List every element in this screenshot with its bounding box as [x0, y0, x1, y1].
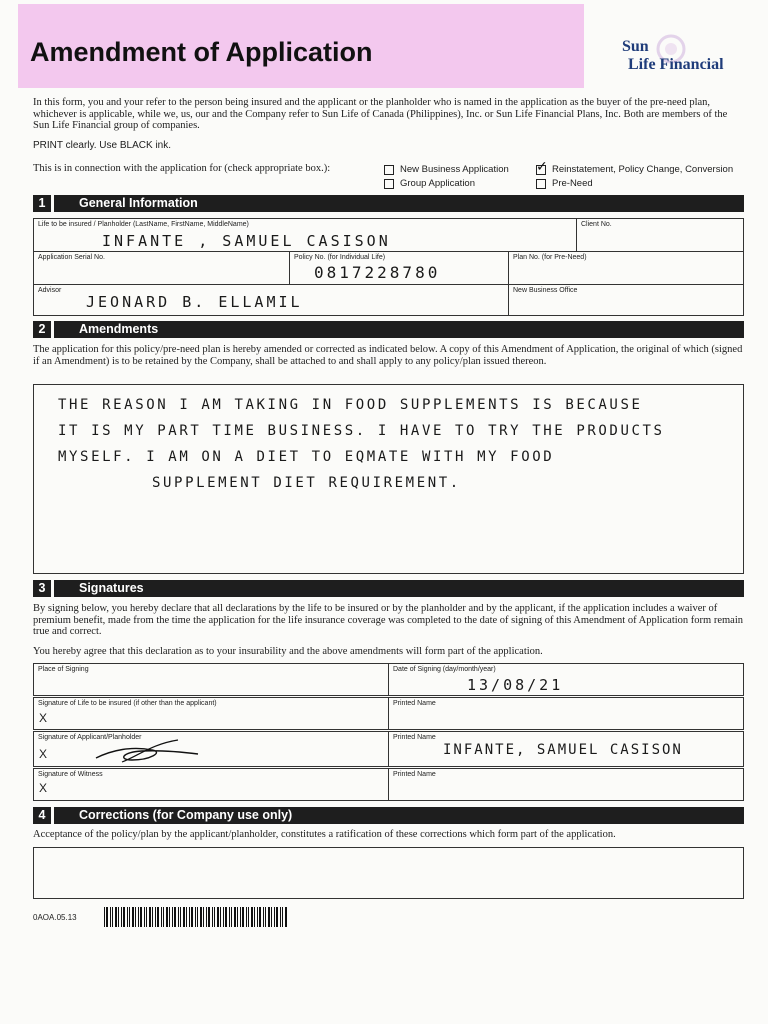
- barcode-bar: [163, 907, 164, 927]
- barcode-bar: [180, 907, 181, 927]
- field-label: Printed Name: [393, 700, 436, 707]
- x-mark: X: [39, 781, 48, 795]
- field-label: Life to be insured / Planholder (LastName, FirstName, MiddleName): [38, 221, 249, 228]
- barcode-bar: [195, 907, 196, 927]
- barcode-bar: [257, 907, 258, 927]
- print-note: PRINT clearly. Use BLACK ink.: [33, 140, 172, 151]
- x-mark: X: [39, 747, 48, 761]
- barcode-bar: [174, 907, 176, 927]
- printed-name-applicant-field[interactable]: [388, 731, 744, 767]
- barcode-bar: [138, 907, 139, 927]
- checkbox-new-business[interactable]: [384, 164, 509, 175]
- checkbox-box[interactable]: [536, 179, 546, 189]
- barcode-bar: [189, 907, 190, 927]
- form-title: Amendment of Application: [30, 37, 373, 67]
- field-label: Place of Signing: [38, 666, 89, 673]
- barcode-bar: [161, 907, 162, 927]
- logo-line-1: Sun: [622, 38, 649, 55]
- barcode-bar: [172, 907, 173, 927]
- barcode-bar: [268, 907, 270, 927]
- amendment-line: IT IS MY PART TIME BUSINESS. I HAVE TO TRY THE PRODUCTS: [58, 423, 665, 439]
- field-label: Printed Name: [393, 734, 436, 741]
- barcode-bar: [149, 907, 151, 927]
- barcode-bar: [225, 907, 227, 927]
- field-label: Date of Signing (day/month/year): [393, 666, 496, 673]
- barcode-bar: [115, 907, 117, 927]
- amendments-text: The application for this policy/pre-need plan is hereby amended or corrected as indicated below. A copy of this Amendment of Application, the original of which (signed if an Amendment) is to be retained by the Company, shall be attached to and shall apply to any policy/plan issued thereon.: [33, 344, 743, 367]
- section-title: General Information: [79, 196, 198, 210]
- field-label: Plan No. (for Pre-Need): [513, 254, 587, 261]
- barcode-bar: [206, 907, 207, 927]
- applicant-signature-scribble: [92, 736, 202, 766]
- barcode-bar: [118, 907, 119, 927]
- barcode-bar: [271, 907, 272, 927]
- checkbox-label: Reinstatement, Policy Change, Conversion: [552, 164, 734, 175]
- field-label: Application Serial No.: [38, 254, 105, 261]
- policy-no-field[interactable]: [289, 251, 509, 285]
- barcode-bar: [265, 907, 266, 927]
- checkbox-label: Pre-Need: [552, 178, 593, 189]
- section-1-header: [33, 195, 744, 212]
- barcode-bar: [234, 907, 236, 927]
- barcode-bar: [183, 907, 185, 927]
- barcode-bar: [231, 907, 232, 927]
- checkbox-pre-need[interactable]: [536, 178, 593, 189]
- barcode-bar: [129, 907, 130, 927]
- barcode-bar: [110, 907, 111, 927]
- barcode-bar: [104, 907, 105, 927]
- printed-name-life-field[interactable]: [388, 697, 744, 730]
- barcode-bar: [229, 907, 230, 927]
- barcode-bar: [285, 907, 287, 927]
- printed-name-witness-field[interactable]: [388, 768, 744, 801]
- client-no-field[interactable]: [576, 218, 744, 252]
- agreement-text: You hereby agree that this declaration as to your insurability and the above amendments will form part of the application.: [33, 646, 543, 657]
- plan-no-field[interactable]: [508, 251, 744, 285]
- barcode-bar: [220, 907, 221, 927]
- section-number: 1: [33, 195, 54, 212]
- field-label: New Business Office: [513, 287, 578, 294]
- field-label: Signature of Applicant/Planholder: [38, 734, 142, 741]
- section-4-header: [33, 807, 744, 824]
- barcode-bar: [146, 907, 147, 927]
- barcode-bar: [276, 907, 278, 927]
- barcode-bar: [166, 907, 168, 927]
- logo-line-2: Life Financial: [628, 56, 724, 73]
- connection-text: This is in connection with the application for (check appropriate box.):: [33, 163, 331, 174]
- checkbox-label: Group Application: [400, 178, 475, 189]
- barcode-bar: [237, 907, 238, 927]
- barcode-bar: [169, 907, 170, 927]
- barcode-bar: [242, 907, 244, 927]
- corrections-text: Acceptance of the policy/plan by the applicant/planholder, constitutes a ratification of these corrections which form part of the application.: [33, 829, 616, 840]
- barcode-bar: [106, 907, 108, 927]
- barcode-bar: [157, 907, 159, 927]
- date-of-signing-value: 13/08/21: [467, 676, 564, 694]
- checkbox-box[interactable]: [384, 179, 394, 189]
- intro-text: In this form, you and your refer to the person being insured and the applicant or the planholder who is named in the application as the buyer of the pre-need plan, whichever is applicable, while we, us, our and the Company refer to Sun Life of Canada (Philippines), Inc. or Sun Life Financial Plans, Inc. Both are members of the Sun Life Financial group of companies.: [33, 97, 728, 131]
- barcode-bar: [135, 907, 136, 927]
- barcode-bar: [132, 907, 134, 927]
- checkbox-reinstatement[interactable]: [536, 158, 734, 175]
- barcode-bar: [259, 907, 261, 927]
- barcode-bar: [191, 907, 193, 927]
- barcode-bar: [140, 907, 142, 927]
- barcode-bar: [123, 907, 125, 927]
- form-code: 0AOA.05.13: [33, 913, 77, 922]
- section-number: 4: [33, 807, 54, 824]
- date-of-signing-field[interactable]: [388, 663, 744, 696]
- life-insured-value: INFANTE , SAMUEL CASISON: [102, 232, 391, 250]
- section-3-header: [33, 580, 744, 597]
- checkbox-label: New Business Application: [400, 164, 509, 175]
- amendments-box[interactable]: [33, 384, 744, 574]
- amendment-line: MYSELF. I AM ON A DIET TO EQMATE WITH MY FOOD: [58, 449, 555, 465]
- barcode-bar: [223, 907, 224, 927]
- barcode-bar: [200, 907, 202, 927]
- barcode: [104, 907, 289, 927]
- barcode-bar: [178, 907, 179, 927]
- barcode-bar: [212, 907, 213, 927]
- barcode-bar: [112, 907, 113, 927]
- x-mark: X: [39, 711, 48, 725]
- barcode-bar: [121, 907, 122, 927]
- corrections-box[interactable]: [33, 847, 744, 899]
- barcode-bar: [214, 907, 215, 927]
- advisor-value: JEONARD B. ELLAMIL: [86, 293, 303, 311]
- application-serial-field[interactable]: [33, 251, 290, 285]
- declaration-text: By signing below, you hereby declare that all declarations by the life to be insured or by the planholder and by the applicant, if the application includes a waiver of premium benefit, made from the time the application for the life insurance coverage was completed to the date of signing of this Amendment of Application form remain true and correct.: [33, 603, 743, 637]
- advisor-field[interactable]: [33, 284, 509, 316]
- checkbox-group-application[interactable]: [384, 178, 475, 189]
- field-label: Printed Name: [393, 771, 436, 778]
- section-title: Amendments: [79, 322, 159, 336]
- barcode-bar: [251, 907, 253, 927]
- barcode-bar: [152, 907, 153, 927]
- applicant-printed-name: INFANTE, SAMUEL CASISON: [443, 742, 683, 758]
- barcode-bar: [203, 907, 204, 927]
- section-title: Signatures: [79, 581, 144, 595]
- section-number: 2: [33, 321, 54, 338]
- barcode-bar: [246, 907, 247, 927]
- barcode-bar: [274, 907, 275, 927]
- signature-witness-field[interactable]: [33, 768, 389, 801]
- barcode-bar: [280, 907, 281, 927]
- field-label: Policy No. (for Individual Life): [294, 254, 386, 261]
- barcode-bar: [263, 907, 264, 927]
- section-2-header: [33, 321, 744, 338]
- field-label: Advisor: [38, 287, 62, 294]
- new-business-office-field[interactable]: [508, 284, 744, 316]
- barcode-bar: [282, 907, 283, 927]
- barcode-bar: [217, 907, 219, 927]
- barcode-bar: [248, 907, 249, 927]
- barcode-bar: [155, 907, 156, 927]
- barcode-bar: [240, 907, 241, 927]
- barcode-bar: [186, 907, 187, 927]
- field-label: Signature of Life to be insured (if other than the applicant): [38, 700, 217, 707]
- barcode-bar: [208, 907, 210, 927]
- amendment-line: THE REASON I AM TAKING IN FOOD SUPPLEMENTS IS BECAUSE: [58, 397, 643, 413]
- policy-no-value: 0817228780: [314, 263, 441, 282]
- signature-applicant-field[interactable]: [33, 731, 389, 767]
- sun-life-logo: [594, 38, 754, 78]
- checkbox-box[interactable]: [384, 165, 394, 175]
- barcode-bar: [127, 907, 128, 927]
- field-label: Signature of Witness: [38, 771, 103, 778]
- barcode-bar: [144, 907, 145, 927]
- section-number: 3: [33, 580, 54, 597]
- barcode-bar: [254, 907, 255, 927]
- amendment-line: SUPPLEMENT DIET REQUIREMENT.: [152, 475, 461, 491]
- life-insured-field[interactable]: [33, 218, 577, 252]
- checkbox-box-checked[interactable]: [536, 158, 548, 175]
- place-of-signing-field[interactable]: [33, 663, 389, 696]
- section-title: Corrections (for Company use only): [79, 808, 293, 822]
- check-mark-icon: ✓: [536, 158, 548, 175]
- field-label: Client No.: [581, 221, 612, 228]
- barcode-bar: [197, 907, 198, 927]
- signature-life-insured-field[interactable]: [33, 697, 389, 730]
